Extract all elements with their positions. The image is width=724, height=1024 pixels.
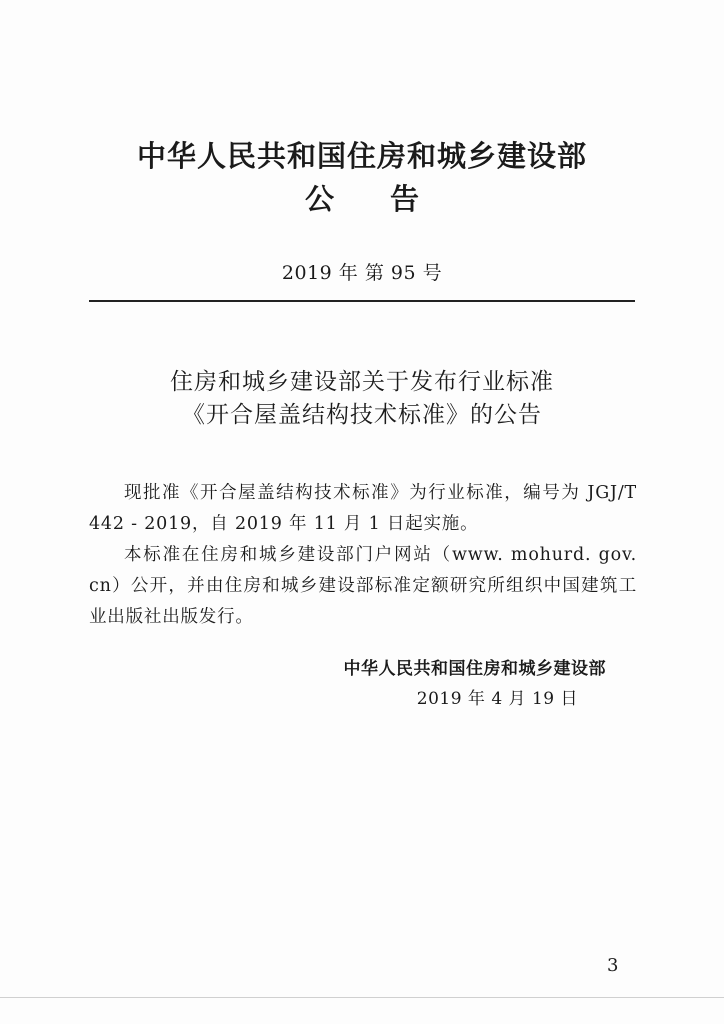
issue-number: 2019 年 第 95 号 <box>281 262 443 284</box>
issue-date: 2019 年 4 月 19 日 <box>416 689 578 709</box>
page-number: 3 <box>607 955 619 976</box>
notice-title: 公告 <box>304 182 475 216</box>
ministry-title: 中华人民共和国住房和城乡建设部 <box>136 139 587 173</box>
issuer-signature: 中华人民共和国住房和城乡建设部 <box>343 659 606 679</box>
header-divider <box>89 300 635 302</box>
body-paragraph-2: 本标准在住房和城乡建设部门户网站（www. mohurd. gov. cn）公开，并由住房和城乡建设部标准定额研究所组织中国建筑工业出版社出版发行。 <box>89 545 637 627</box>
page-edge-line <box>0 997 724 998</box>
notice-body <box>89 478 637 633</box>
notice-subject <box>0 366 724 432</box>
subject-line-1: 住房和城乡建设部关于发布行业标准 <box>170 369 554 395</box>
body-paragraph-1: 现批准《开合屋盖结构技术标准》为行业标准，编号为 JGJ/T 442 - 2019，自 2019 年 11 月 1 日起实施。 <box>89 483 637 534</box>
subject-line-2: 《开合屋盖结构技术标准》的公告 <box>182 402 542 428</box>
